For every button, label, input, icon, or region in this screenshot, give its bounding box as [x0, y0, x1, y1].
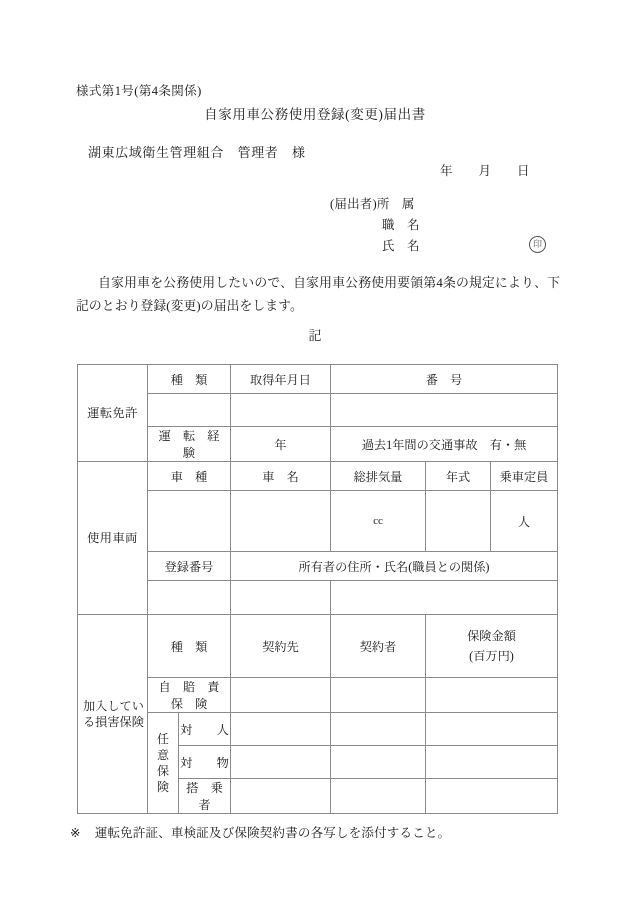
label-accident-history: 過去1年間の交通事故 有・無 — [331, 427, 558, 462]
field-driving-experience-years[interactable]: 年 — [231, 427, 331, 462]
footnote-text: 運転免許証、車検証及び保険契約書の各写しを添付すること。 — [94, 826, 451, 840]
table-row — [78, 491, 558, 552]
field-owner-address-2[interactable] — [331, 581, 558, 615]
label-property-damage: 対 物 — [179, 746, 231, 779]
ki-mark: 記 — [308, 328, 322, 343]
header-insurance-type: 種 類 — [148, 615, 231, 678]
field-displacement[interactable]: cc — [331, 491, 426, 552]
table-row — [78, 394, 558, 427]
header-license-acquisition-date: 取得年月日 — [231, 365, 331, 394]
submitter-block — [330, 194, 542, 257]
position-label: 職 名 — [382, 218, 420, 232]
field-license-number[interactable] — [331, 394, 558, 427]
submitter-position-row — [330, 215, 420, 236]
form-code: 様式第1号(第4条関係) — [76, 84, 202, 98]
field-property-damage-company[interactable] — [231, 746, 331, 779]
footnote — [70, 823, 450, 841]
table-row — [78, 552, 558, 581]
field-compulsory-contractor[interactable] — [331, 678, 426, 713]
field-passenger-company[interactable] — [231, 779, 331, 814]
header-vehicle-name: 車 名 — [231, 462, 331, 491]
field-owner-address-1[interactable] — [231, 581, 331, 615]
label-passenger: 搭 乗 者 — [179, 779, 231, 814]
field-bodily-injury-amount[interactable] — [426, 713, 558, 746]
seal-icon: 印 — [529, 236, 546, 253]
header-insurance-amount — [426, 615, 558, 678]
date-line — [440, 161, 530, 179]
label-bodily-injury: 対 人 — [179, 713, 231, 746]
field-property-damage-amount[interactable] — [426, 746, 558, 779]
table-row — [78, 427, 558, 462]
name-label: 氏 名 — [382, 239, 420, 253]
field-capacity[interactable]: 人 — [491, 491, 558, 552]
header-license-number: 番 号 — [331, 365, 558, 394]
table-row — [78, 615, 558, 678]
table-row — [78, 678, 558, 713]
submitter-prefix: (届出者) — [330, 197, 377, 211]
label-optional-insurance — [148, 713, 179, 814]
label-owner-info: 所有者の住所・氏名(職員との関係) — [231, 552, 558, 581]
date-year-label: 年 — [440, 164, 453, 178]
optional-insurance-char-4: 険 — [156, 780, 169, 794]
table-row — [78, 365, 558, 394]
group-label-insurance: 加入している損害保険 — [78, 615, 148, 814]
field-bodily-injury-contractor[interactable] — [331, 713, 426, 746]
header-insurance-contractor: 契約者 — [331, 615, 426, 678]
page-title: 自家用車公務使用登録(変更)届出書 — [204, 107, 426, 122]
label-registration-number: 登録番号 — [148, 552, 231, 581]
field-model-year[interactable] — [426, 491, 491, 552]
registration-form-table — [77, 364, 558, 814]
header-insurance-amount-line1: 保険金額 — [467, 629, 516, 643]
field-passenger-contractor[interactable] — [331, 779, 426, 814]
submitter-affiliation-row — [330, 194, 420, 215]
addressee-line: 湖東広域衛生管理組合 管理者 様 — [88, 145, 306, 160]
label-driving-experience: 運 転 経 験 — [148, 427, 231, 462]
header-model-year: 年式 — [426, 462, 491, 491]
optional-insurance-char-1: 任 — [156, 732, 169, 746]
field-license-type[interactable] — [148, 394, 231, 427]
header-insurance-amount-line2: (百万円) — [469, 649, 514, 663]
date-month-label: 月 — [478, 164, 492, 178]
footnote-symbol: ※ — [70, 826, 81, 840]
header-insurance-company: 契約先 — [231, 615, 331, 678]
field-vehicle-name[interactable] — [231, 491, 331, 552]
field-vehicle-type[interactable] — [148, 491, 231, 552]
affiliation-label: 所 属 — [376, 197, 415, 211]
group-label-vehicle: 使用車両 — [78, 462, 148, 615]
submitter-name-row — [330, 236, 542, 257]
table-row — [78, 581, 558, 615]
field-registration-number[interactable] — [148, 581, 231, 615]
table-row — [78, 713, 558, 746]
header-license-type: 種 類 — [148, 365, 231, 394]
body-paragraph — [76, 272, 560, 318]
field-compulsory-amount[interactable] — [426, 678, 558, 713]
header-capacity: 乗車定員 — [491, 462, 558, 491]
date-day-label: 日 — [517, 164, 530, 178]
field-bodily-injury-company[interactable] — [231, 713, 331, 746]
body-paragraph-text: 自家用車を公務使用したいので、自家用車公務使用要領第4条の規定により、下記のとおり登録(変更)の届出をします。 — [76, 276, 560, 313]
header-displacement: 総排気量 — [331, 462, 426, 491]
field-license-acquisition-date[interactable] — [231, 394, 331, 427]
optional-insurance-char-2: 意 — [156, 748, 169, 762]
field-property-damage-contractor[interactable] — [331, 746, 426, 779]
header-vehicle-type: 車 種 — [148, 462, 231, 491]
label-compulsory-insurance: 自 賠 責 保 険 — [148, 678, 231, 713]
optional-insurance-char-3: 保 — [156, 764, 169, 778]
field-compulsory-company[interactable] — [231, 678, 331, 713]
field-passenger-amount[interactable] — [426, 779, 558, 814]
group-label-license: 運転免許 — [78, 365, 148, 462]
table-row — [78, 462, 558, 491]
